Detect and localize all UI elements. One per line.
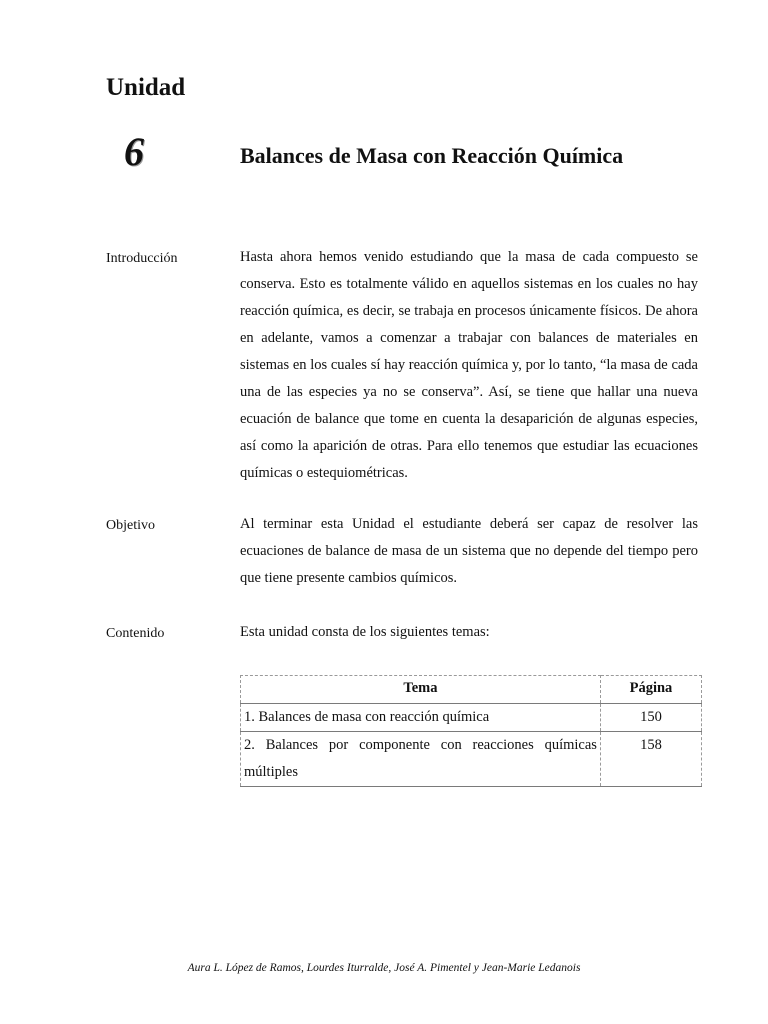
chapter-title: Balances de Masa con Reacción Química	[240, 143, 624, 168]
topics-table	[240, 675, 702, 787]
table-row	[241, 704, 702, 732]
footer-authors: Aura L. López de Ramos, Lourdes Iturralde, José A. Pimentel y Jean-Marie Ledanois	[187, 962, 581, 974]
header-page: Página	[600, 676, 701, 704]
objective-label: Objetivo	[106, 518, 155, 533]
content-intro: Esta unidad consta de los siguientes temas:	[240, 624, 490, 640]
table-header-row	[241, 676, 702, 704]
row-page: 150	[600, 704, 701, 732]
header-topic: Tema	[241, 676, 601, 704]
content-label: Contenido	[106, 626, 165, 641]
table-row	[241, 732, 702, 787]
objective-paragraph: Al terminar esta Unidad el estudiante deberá ser capaz de resolver las ecuaciones de balance de masa de un sistema que no depende del tiempo pero que tiene presente cambios químicos.	[240, 516, 698, 586]
intro-paragraph: Hasta ahora hemos venido estudiando que la masa de cada compuesto se conserva. Esto es totalmente válido en aquellos sistemas en los cuales no hay reacción química, es decir, se trabaja en procesos únicamente físicos. De ahora en adelante, vamos a comenzar a trabajar con balances de materiales en sistemas en los cuales sí hay reacción química y, por lo tanto, “la masa de cada una de las especies ya no se conserva”. Así, se tiene que hallar una nueva ecuación de balance que tome en cuenta la desaparición de algunas especies, así como la aparición de otras. Para ello tenemos que estudiar las ecuaciones químicas o estequiométricas.	[240, 249, 698, 481]
row-page: 158	[600, 732, 701, 787]
unit-label: Unidad	[106, 74, 186, 101]
row-topic: 2. Balances por componente con reacciones químicas múltiples	[241, 732, 601, 787]
intro-label: Introducción	[106, 251, 178, 266]
unit-number: 6	[124, 129, 144, 174]
row-topic: 1. Balances de masa con reacción química	[241, 704, 601, 732]
